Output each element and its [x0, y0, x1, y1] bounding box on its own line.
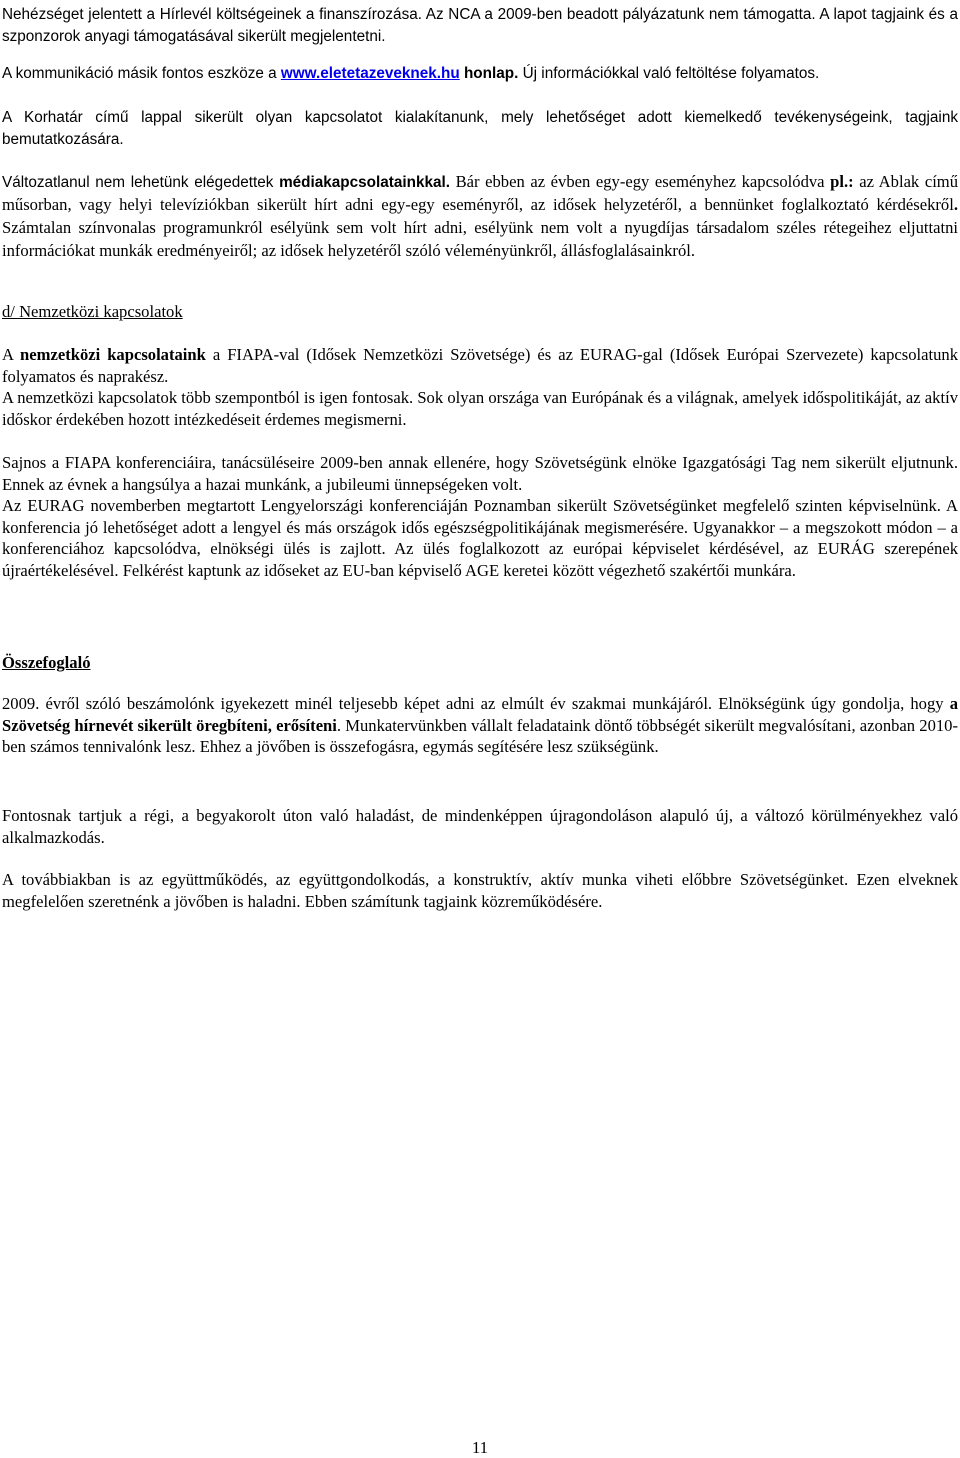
- website-link[interactable]: www.eletetazeveknek.hu: [280, 65, 460, 82]
- paragraph-summary-report: 2009. évről szóló beszámolónk igyekezett minél teljesebb képet adni az elmúlt év szakmai munkájáról. Elnökségünk úgy gondolja, hogy a Szövetség hírnevét sikerült öregbíteni, erősíteni. Munkatervünkben vállalt feladataink döntő többségét sikerült megvalósítani, azonban 2010-ben számos tennivalónk lesz. Ehhez a jövőben is összefogásra, egymás segítésére lesz szükségünk.: [2, 694, 958, 756]
- page-number: 11: [471, 1438, 489, 1457]
- heading-international: d/ Nemzetközi kapcsolatok: [2, 302, 183, 321]
- paragraph-cooperation: A továbbiakban is az együttműködés, az együttgondolkodás, a konstruktív, aktív munka viheti előbbre Szövetségünket. Ezen elveknek megfelelően szeretnénk a jövőben is haladni. Ebben számítunk tagjaink közreműködésére.: [2, 870, 958, 911]
- paragraph-website: A kommunikáció másik fontos eszköze a www.eletetazeveknek.hu honlap. Új információkkal való feltöltése folyamatos.: [2, 65, 820, 82]
- paragraph-newsletter-funding: Nehézséget jelentett a Hírlevél költségeinek a finanszírozása. Az NCA a 2009-ben beadott pályázatunk nem támogatta. A lapot tagjaink és a szponzorok anyagi támogatásával sikerült megjelentetni.: [2, 6, 958, 45]
- paragraph-international-importance: A nemzetközi kapcsolatok több szempontból is igen fontosak. Sok olyan országa van Európának és a világnak, amelyek időspolitikáját, az aktív időskor érdekében hozott intézkedéseit érdemes megismerni.: [2, 388, 958, 429]
- paragraph-tradition: Fontosnak tartjuk a régi, a begyakorolt úton való haladást, de mindenképpen újragondoláson alapuló új, a változó körülményekhez való alkalmazkodás.: [2, 806, 958, 847]
- paragraph-eurag: Az EURAG novemberben megtartott Lengyelországi konferenciáján Poznamban sikerült Szövetségünket megfelelő szinten képviselnünk. A konferencia jó lehetőséget adott a lengyel és más országok idős egészségpolitikájának megismerésére. Ugyanakkor – a megszokott módon – a konferenciához kapcsolódva, elnökségi ülés is zajlott. Az ülés foglalkozott az európai képviselet kérdésével, az EURÁG szerepének újraértékelésével. Felkérést kaptunk az időseket az EU-ban képviselő AGE keretei között végezhető szakértői munkára.: [2, 496, 958, 580]
- paragraph-korhatar: A Korhatár című lappal sikerült olyan kapcsolatot kialakítanunk, mely lehetőséget adott kiemelkedő tevékenységeink, tagjaink bemutatkozására.: [2, 109, 958, 148]
- paragraph-fiapa: Sajnos a FIAPA konferenciáira, tanácsüléseire 2009-ben annak ellenére, hogy Szövetségünk elnöke Igazgatósági Tag nem sikerült eljutnunk. Ennek az évnek a hangsúlya a hazai munkánk, a jubileumi ünnepségeken volt.: [2, 453, 958, 494]
- paragraph-international-partners: A nemzetközi kapcsolataink a FIAPA-val (Idősek Nemzetközi Szövetsége) és az EURAG-gal (Idősek Európai Szervezete) kapcsolatunk folyamatos és naprakész.: [2, 345, 958, 386]
- paragraph-media-relations: Változatlanul nem lehetünk elégedettek médiakapcsolatainkkal. Bár ebben az évben egy-egy eseményhez kapcsolódva pl.: az Ablak című műsorban, vagy helyi televíziókban sikerült hírt adni egy-egy eseményről, az idősek helyzetéről, a bennünket foglalkoztató kérdésekről. Számtalan színvonalas programunkról esélyünk sem volt hírt adni, esélyünk nem volt a nyugdíjas társadalom széles rétegeihez eljuttatni információkat munkák eredményeiről; az idősek helyzetéről szóló véleményünkről, állásfoglalásainkról.: [2, 172, 959, 260]
- heading-summary: Összefoglaló: [2, 653, 91, 672]
